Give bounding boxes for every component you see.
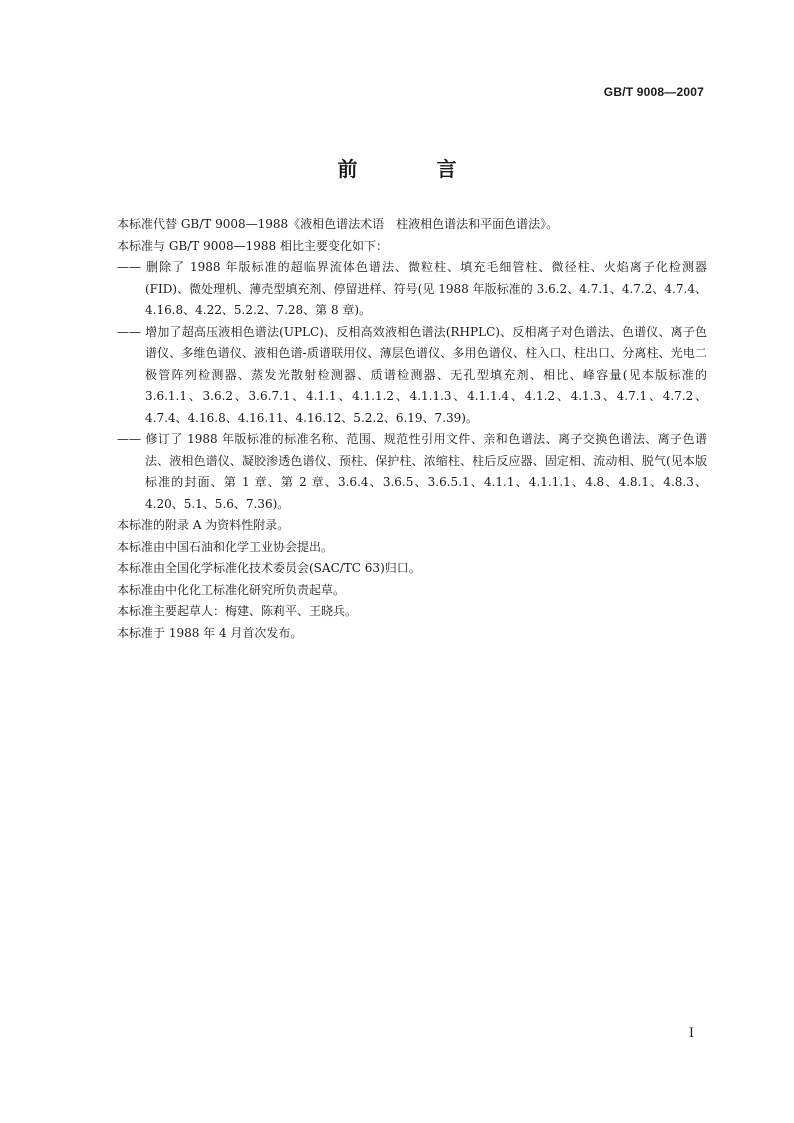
closing-administered-by: 本标准由全国化学标准化技术委员会(SAC/TC 63)归口。 — [117, 561, 421, 575]
dash-marker: —— — [117, 324, 141, 339]
change-text: 修订了 1988 年版标准的标准名称、范围、规范性引用文件、亲和色谱法、离子交换色谱法、离子色谱法、液相色谱仪、凝胶渗透色谱仪、预柱、保护柱、浓缩柱、柱后反应器、固定相、流动相、脱气(见本版标准的封面、第 1 章、第 2 章、3.6.4、3.6.5、3.6.5.1、4.1.1、4.1.1.1、4.8、4.8.1、4.8.3、4.20、5.1、5.6、7.36)。 — [145, 432, 707, 511]
dash-marker: —— — [117, 260, 141, 274]
change-item-added — [117, 322, 707, 430]
standard-code: GB/T 9008—2007 — [603, 85, 704, 99]
change-item-deleted — [117, 257, 707, 322]
closing-drafted-by: 本标准由中化化工标准化研究所负责起草。 — [117, 582, 346, 597]
dash-marker: —— — [117, 432, 141, 446]
change-item-revised — [117, 429, 707, 515]
closing-first-published: 本标准于 1988 年 4 月首次发布。 — [117, 625, 303, 640]
closing-drafters: 本标准主要起草人：梅建、陈莉平、王晓兵。 — [117, 604, 358, 618]
foreword-body — [117, 214, 707, 644]
intro-changes-heading: 本标准与 GB/T 9008—1988 相比主要变化如下： — [117, 238, 388, 253]
change-text: 删除了 1988 年版标准的超临界流体色谱法、微粒柱、填充毛细管柱、微径柱、火焰离子化检测器(FID)、微处理机、薄壳型填充剂、停留进样、符号(见 1988 年版标准的 3.6.2、4.7.1、4.7.2、4.7.4、4.16.8、4.22、5.2.2、7.28、第 8 章)。 — [145, 260, 707, 317]
intro-replaces: 本标准代替 GB/T 9008—1988《液相色谱法术语 柱液相色谱法和平面色谱法》。 — [117, 217, 559, 231]
closing-proposed-by: 本标准由中国石油和化学工业协会提出。 — [117, 539, 334, 554]
closing-appendix: 本标准的附录 A 为资料性附录。 — [117, 518, 290, 532]
change-text: 增加了超高压液相色谱法(UPLC)、反相高效液相色谱法(RHPLC)、反相离子对色谱法、色谱仪、离子色谱仪、多维色谱仪、液相色谱-质谱联用仪、薄层色谱仪、多用色谱仪、柱入口、柱出口、分离柱、光电二极管阵列检测器、蒸发光散射检测器、质谱检测器、无孔型填充剂、相比、峰容量(见本版标准的 3.6.1.1、3.6.2、3.6.7.1、4.1.1、4.1.1.2、4.1.1.3、4.1.1.4、4.1.2、4.1.3、4.7.1、4.7.2、4.7.4、4.16.8、4.16.11、4.16.12、5.2.2、6.19、7.39)。 — [145, 324, 707, 425]
page-title: 前 言 — [337, 157, 493, 181]
page-number: I — [688, 1026, 694, 1041]
